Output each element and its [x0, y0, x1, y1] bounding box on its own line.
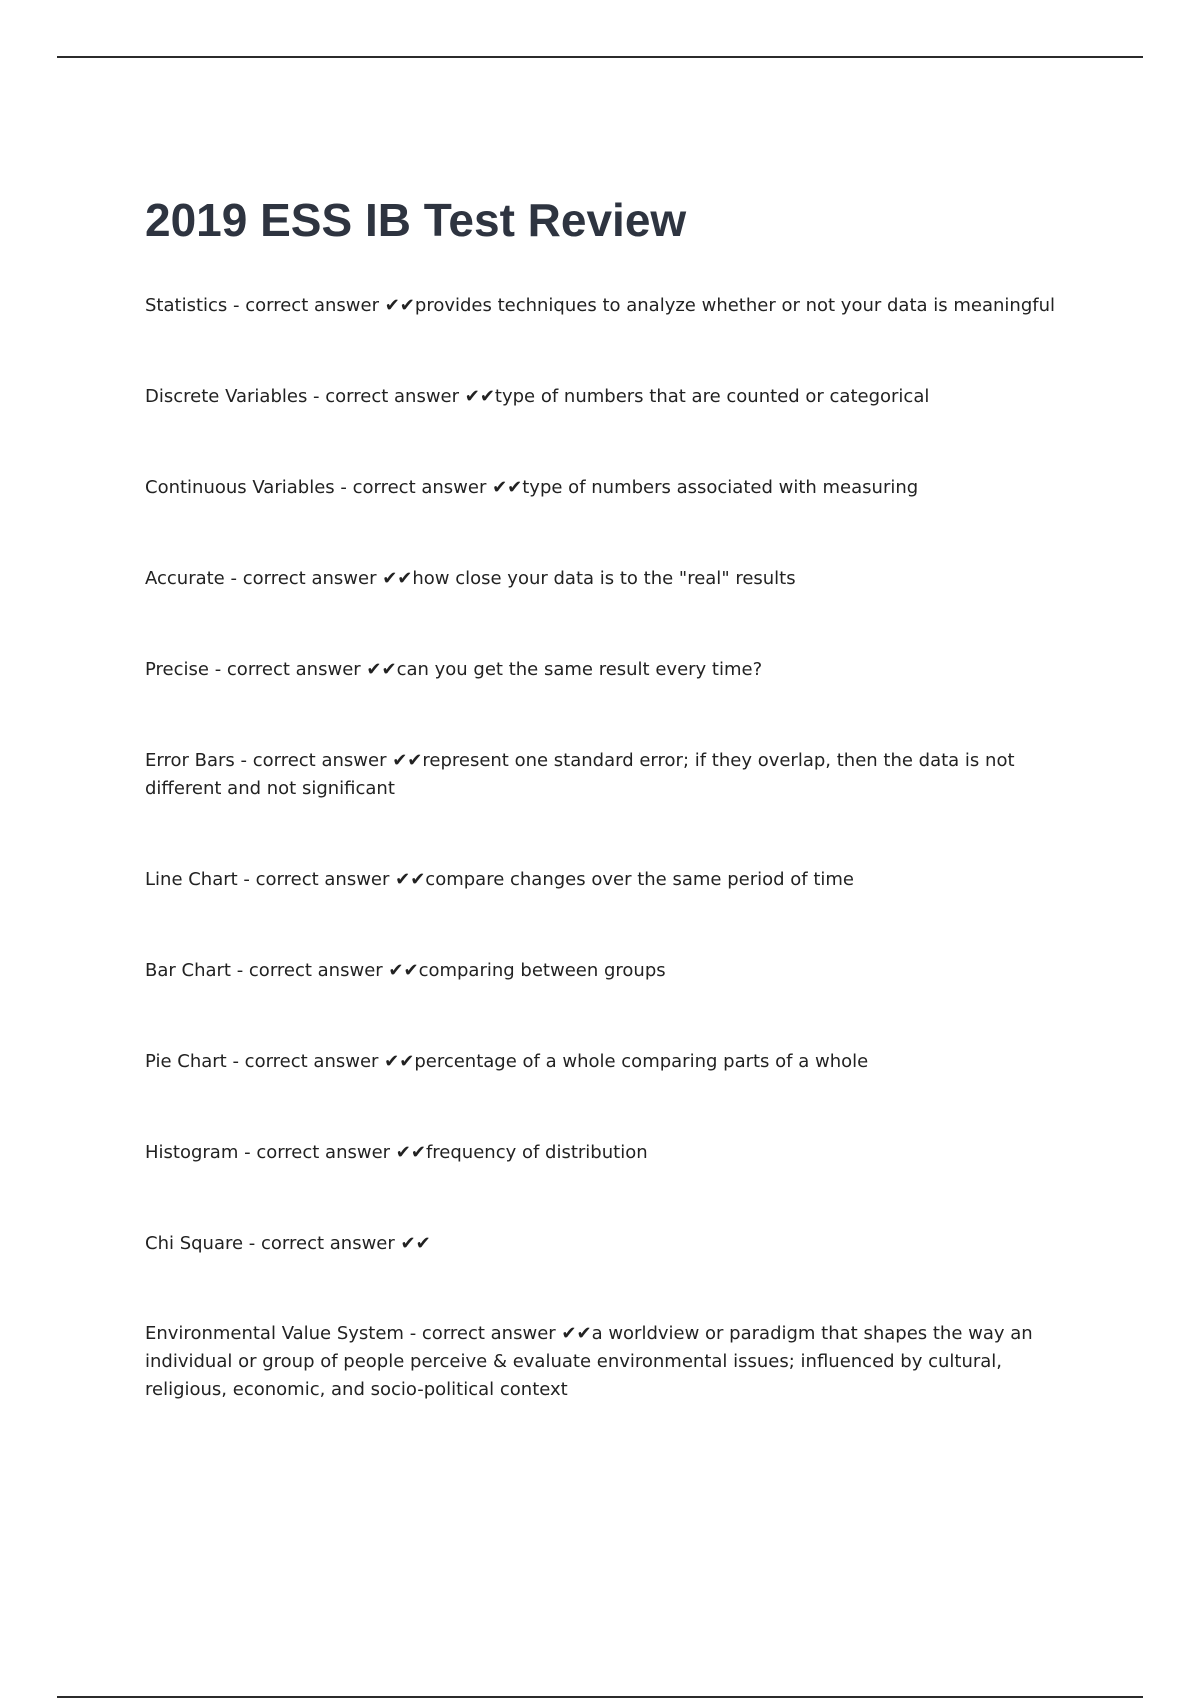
entry-term: Chi Square [145, 1233, 244, 1254]
double-check-icon: ✔✔ [384, 1051, 415, 1072]
entry-discrete-variables [145, 383, 1085, 411]
document-title: 2019 ESS IB Test Review [145, 194, 687, 246]
entry-definition: represent one standard error; if they overlap, then the data is not different and not significant [145, 750, 1015, 799]
entry-marker: - correct answer [238, 1142, 396, 1163]
double-check-icon: ✔✔ [366, 659, 397, 680]
entry-marker: - correct answer [224, 568, 383, 589]
entry-definition: how close your data is to the "real" results [412, 568, 796, 589]
entry-marker: - correct answer [403, 1323, 562, 1344]
entry-term: Precise [145, 659, 209, 680]
entry-marker: - correct answer [226, 1051, 385, 1072]
entry-term: Histogram [145, 1142, 239, 1163]
double-check-icon: ✔✔ [400, 1233, 431, 1254]
entry-chi-square [145, 1230, 1085, 1258]
footer-rule [57, 1696, 1143, 1698]
entry-term: Discrete Variables [145, 386, 308, 407]
double-check-icon: ✔✔ [395, 869, 426, 890]
entry-definition: provides techniques to analyze whether or not your data is meaningful [414, 295, 1055, 316]
entry-accurate [145, 565, 1085, 593]
entry-definition: percentage of a whole comparing parts of a whole [414, 1051, 869, 1072]
entry-bar-chart [145, 957, 1085, 985]
entry-definition: a worldview or paradigm that shapes the way an individual or group of people perceive & evaluate environmental issues; influenced by cultural, religious, economic, and socio-political context [145, 1323, 1033, 1400]
double-check-icon: ✔✔ [384, 295, 415, 316]
entry-term: Pie Chart [145, 1051, 227, 1072]
entry-definition: can you get the same result every time? [396, 659, 763, 680]
entry-histogram [145, 1139, 1085, 1167]
header-rule [57, 56, 1143, 58]
entry-term: Accurate [145, 568, 225, 589]
entry-line-chart [145, 866, 1085, 894]
entry-marker: - correct answer [334, 477, 493, 498]
entry-definition: type of numbers that are counted or categorical [494, 386, 930, 407]
entry-marker: - correct answer [234, 750, 393, 771]
entry-continuous-variables [145, 474, 1085, 502]
entry-statistics [145, 292, 1085, 320]
entry-definition: compare changes over the same period of time [425, 869, 855, 890]
double-check-icon: ✔✔ [395, 1142, 426, 1163]
entry-pie-chart [145, 1048, 1085, 1076]
entry-term: Continuous Variables [145, 477, 335, 498]
entry-environmental-value-system [145, 1320, 1085, 1404]
entry-marker: - correct answer [237, 869, 396, 890]
entry-term: Bar Chart [145, 960, 231, 981]
double-check-icon: ✔✔ [464, 386, 495, 407]
entry-definition: comparing between groups [418, 960, 666, 981]
entry-marker: - correct answer [243, 1233, 401, 1254]
entry-term: Statistics [145, 295, 228, 316]
entry-precise [145, 656, 1085, 684]
entry-definition: type of numbers associated with measuring [522, 477, 919, 498]
entry-definition: frequency of distribution [425, 1142, 648, 1163]
double-check-icon: ✔✔ [492, 477, 523, 498]
entry-term: Environmental Value System [145, 1323, 404, 1344]
entry-marker: - correct answer [227, 295, 385, 316]
entry-marker: - correct answer [208, 659, 367, 680]
double-check-icon: ✔✔ [392, 750, 423, 771]
entry-marker: - correct answer [307, 386, 465, 407]
double-check-icon: ✔✔ [388, 960, 419, 981]
entry-marker: - correct answer [230, 960, 389, 981]
entry-term: Line Chart [145, 869, 238, 890]
double-check-icon: ✔✔ [561, 1323, 592, 1344]
entry-error-bars [145, 747, 1085, 803]
entry-term: Error Bars [145, 750, 235, 771]
double-check-icon: ✔✔ [382, 568, 413, 589]
